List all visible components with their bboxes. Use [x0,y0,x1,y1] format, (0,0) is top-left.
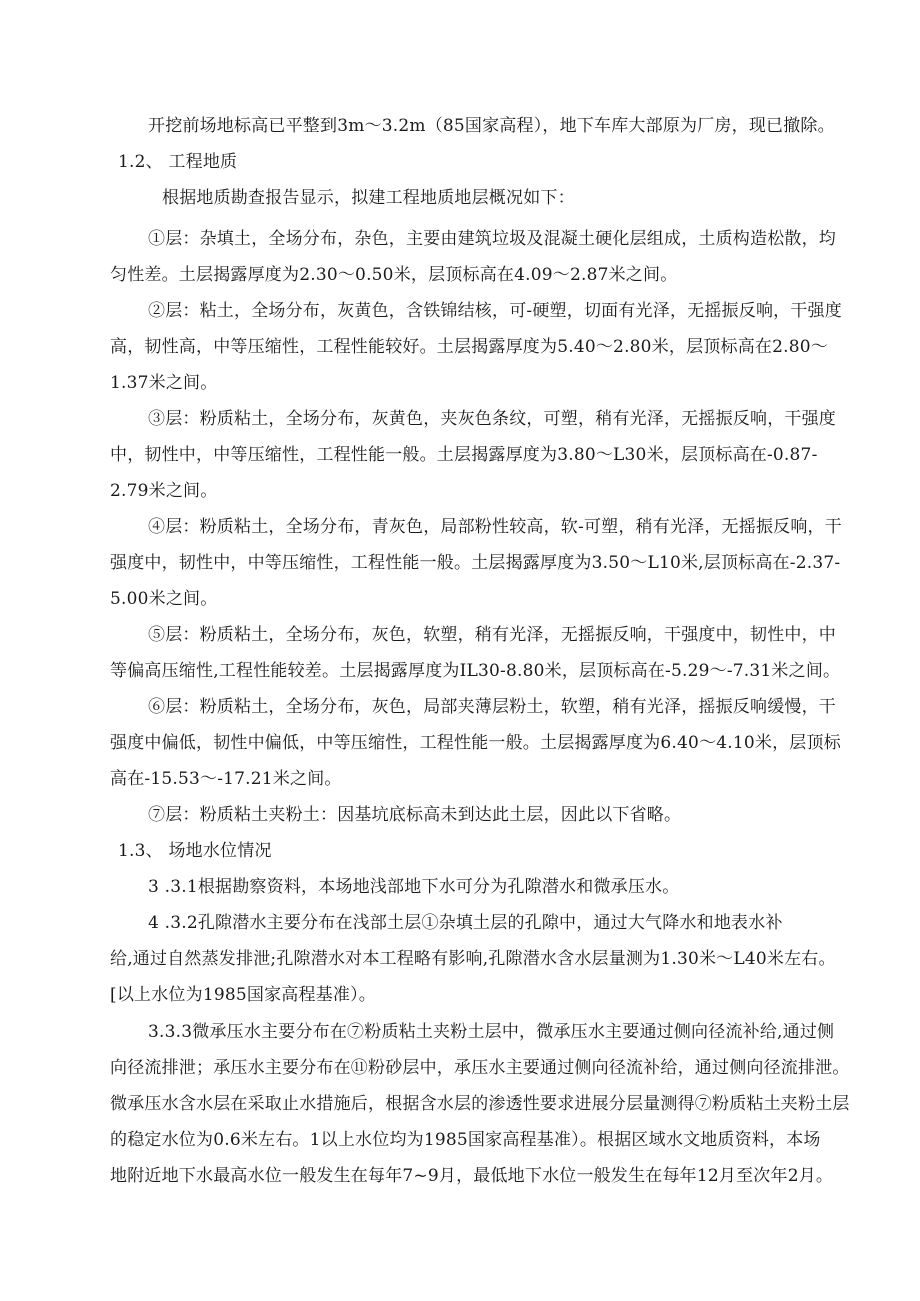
layer-1-line-1: ①层：杂填土，全场分布，杂色，主要由建筑垃圾及混凝土硬化层组成，土质构造松散，均 [148,229,836,249]
section-heading-engineering-geology: 1.2、 工程地质 [118,152,238,172]
section-heading-water-level: 1.3、 场地水位情况 [118,841,272,861]
layer-4-line-3: 5.00米之间。 [110,589,218,609]
water-3-3-3-line-1: 3.3.3微承压水主要分布在⑦粉质粘土夹粉土层中，微承压水主要通过侧向径流补给,通过侧 [148,1022,835,1042]
layer-6-line-1: ⑥层：粉质粘土，全场分布，灰色，局部夹薄层粉土，软塑，稍有光泽，摇振反响缓慢，干 [148,697,836,717]
layer-3-line-1: ③层：粉质粘土，全场分布，灰黄色，夹灰色条纹，可塑，稍有光泽，无摇振反响，干强度 [148,409,836,429]
layer-6-line-2: 强度中偏低，韧性中偏低，中等压缩性，工程性能一般。土层揭露厚度为6.40～4.10米，层顶标 [110,733,841,753]
layer-5-line-2: 等偏高压缩性,工程性能较差。土层揭露厚度为IL30-8.80米，层顶标高在-5.29～-7.31米之间。 [110,661,841,681]
paragraph-site-elevation: 开挖前场地标高已平整到3m～3.2m（85国家高程），地下车库大部原为厂房，现已撤除。 [148,116,835,136]
water-3-3-3-line-2: 向径流排泄；承压水主要分布在⑪粉砂层中，承压水主要通过侧向径流补给，通过侧向径流排泄。 [110,1058,850,1078]
layer-1-line-2: 匀性差。土层揭露厚度为2.30～0.50米，层顶标高在4.09～2.87米之间。 [110,265,678,285]
layer-2-line-1: ②层：粘土，全场分布，灰黄色，含铁锦结核，可-硬塑，切面有光泽，无摇振反响，干强度 [148,301,842,321]
water-3-3-3-line-3: 微承压水含水层在采取止水措施后，根据含水层的渗透性要求进展分层量测得⑦粉质粘土夹粉土层 [110,1094,850,1114]
water-3-3-2-line-2: 给,通过自然蒸发排泄;孔隙潜水对本工程略有影响,孔隙潜水含水层量测为1.30米～L40米左右。 [110,949,836,969]
paragraph-survey-intro: 根据地质勘查报告显示，拟建工程地质地层概况如下： [162,188,575,208]
layer-5-line-1: ⑤层：粉质粘土，全场分布，灰色，软塑，稍有光泽，无摇振反响，干强度中，韧性中，中 [148,625,836,645]
water-3-3-2-line-3: [以上水位为1985国家高程基准）。 [110,985,376,1005]
layer-6-line-3: 高在-15.53～-17.21米之间。 [110,769,342,789]
layer-4-line-1: ④层：粉质粘土，全场分布，青灰色，局部粉性较高，软-可塑，稍有光泽，无摇振反响，干 [148,517,842,537]
layer-3-line-3: 2.79米之间。 [110,481,218,501]
layer-2-line-3: 1.37米之间。 [110,373,218,393]
water-3-3-1: 3 .3.1根据勘察资料，本场地浅部地下水可分为孔隙潜水和微承压水。 [148,877,680,897]
water-3-3-3-line-5: 地附近地下水最高水位一般发生在每年7~9月，最低地下水位一般发生在每年12月至次年2月。 [110,1166,834,1186]
layer-4-line-2: 强度中，韧性中，中等压缩性，工程性能一般。土层揭露厚度为3.50～L10米,层顶标高在-2.37- [110,553,841,573]
water-3-3-2-line-1: 4 .3.2孔隙潜水主要分布在浅部土层①杂填土层的孔隙中，通过大气降水和地表水补 [148,913,783,933]
water-3-3-3-line-4: 的稳定水位为0.6米左右。1以上水位均为1985国家高程基准）。根据区域水文地质资料，本场 [110,1130,821,1150]
layer-2-line-2: 高，韧性高，中等压缩性，工程性能较好。土层揭露厚度为5.40～2.80米，层顶标高在2.80～ [110,337,828,357]
layer-3-line-2: 中，韧性中，中等压缩性，工程性能一般。土层揭露厚度为3.80～L30米，层顶标高在-0.87- [110,445,818,465]
layer-7-line-1: ⑦层：粉质粘土夹粉土：因基坑底标高未到达此土层，因此以下省略。 [148,805,682,825]
